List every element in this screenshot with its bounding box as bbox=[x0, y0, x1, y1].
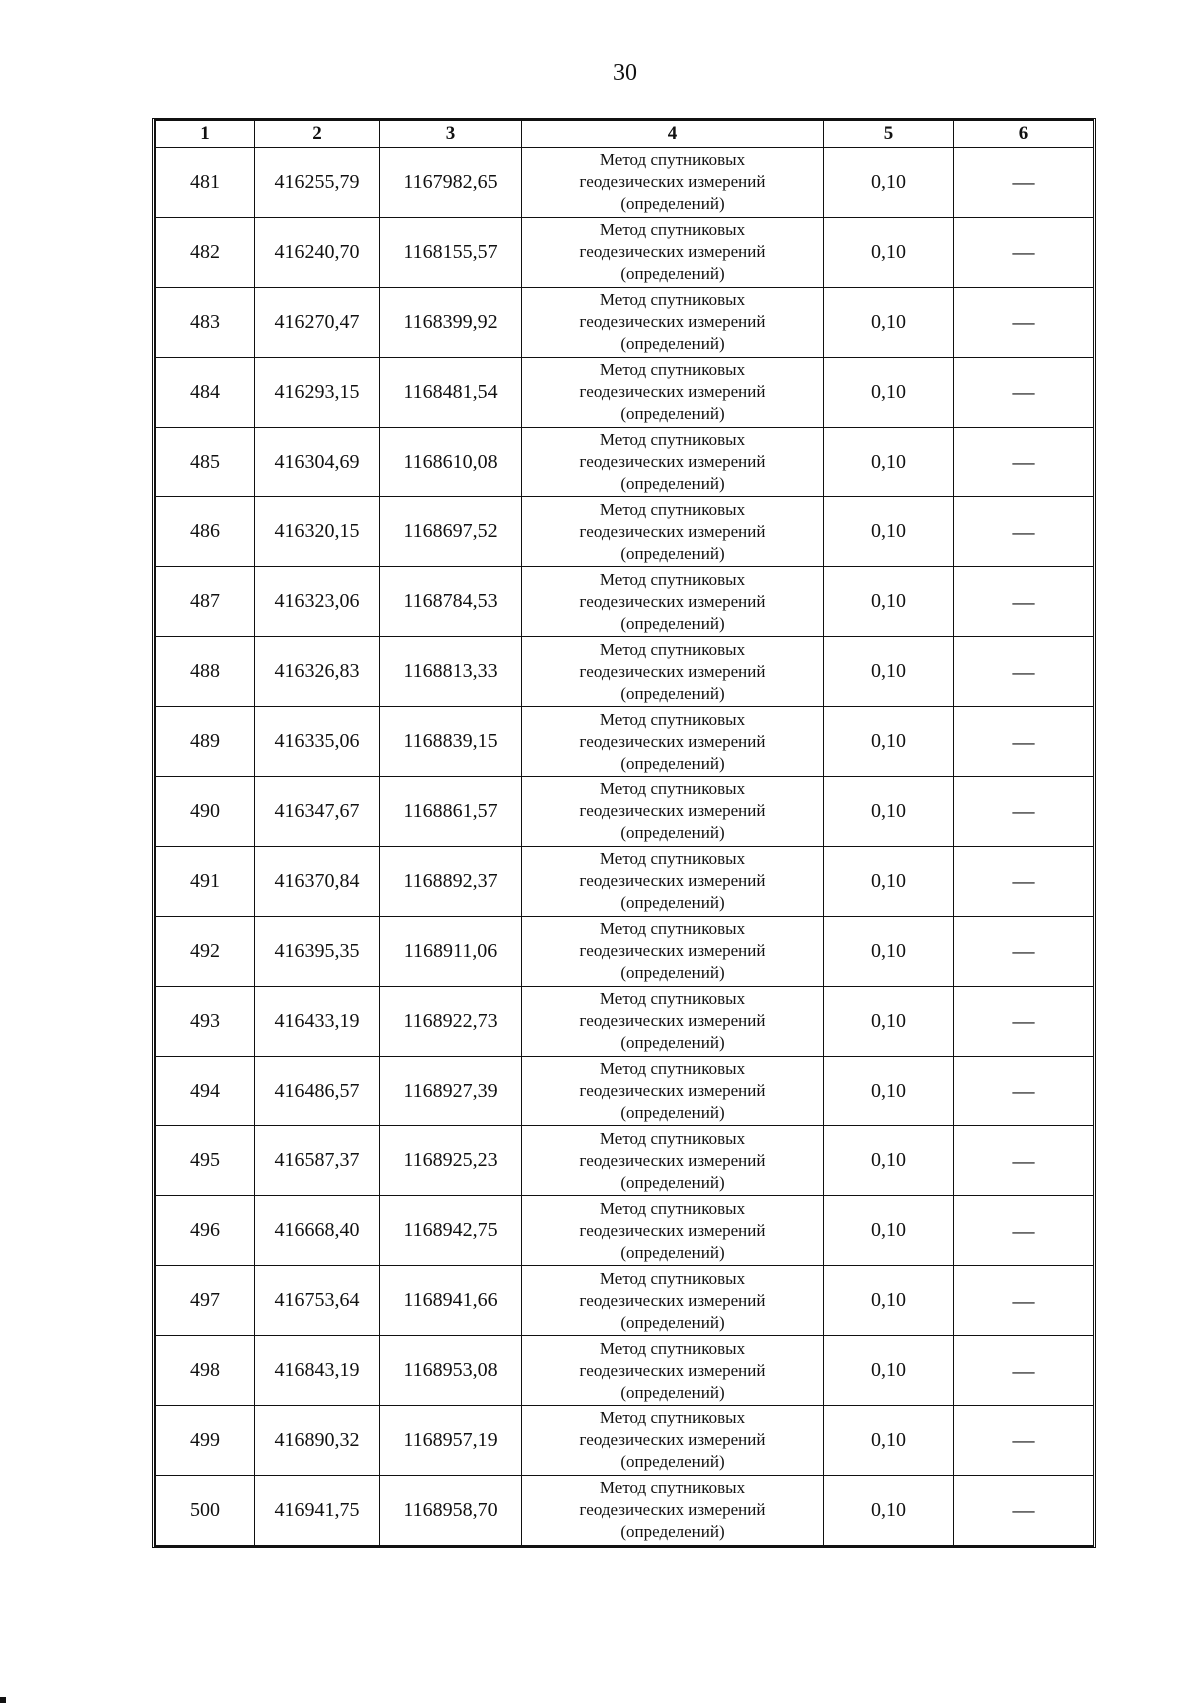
x-coordinate-cell: 416255,79 bbox=[255, 148, 380, 218]
method-line: (определений) bbox=[620, 683, 725, 703]
method-line: геодезических измерений bbox=[579, 1081, 766, 1101]
precision-cell: 0,10 bbox=[824, 357, 954, 427]
precision-cell: 0,10 bbox=[824, 986, 954, 1056]
y-coordinate-cell: 1168958,70 bbox=[380, 1475, 522, 1545]
method-line: геодезических измерений bbox=[579, 1011, 766, 1031]
table-row bbox=[156, 777, 1094, 847]
table-row bbox=[156, 287, 1094, 357]
y-coordinate-cell: 1168399,92 bbox=[380, 287, 522, 357]
point-number-cell: 489 bbox=[156, 707, 255, 777]
table-row bbox=[156, 1056, 1094, 1126]
x-coordinate-cell: 416433,19 bbox=[255, 986, 380, 1056]
method-line: (определений) bbox=[620, 543, 725, 563]
method-line: (определений) bbox=[620, 194, 725, 214]
table-row bbox=[156, 637, 1094, 707]
point-number-cell: 485 bbox=[156, 427, 255, 497]
coordinates-table bbox=[155, 120, 1094, 1546]
method-line: геодезических измерений bbox=[579, 591, 766, 611]
x-coordinate-cell: 416304,69 bbox=[255, 427, 380, 497]
x-coordinate-cell: 416323,06 bbox=[255, 567, 380, 637]
note-cell: — bbox=[954, 1126, 1094, 1196]
point-number-cell: 486 bbox=[156, 497, 255, 567]
note-cell: — bbox=[954, 1056, 1094, 1126]
table-body bbox=[156, 148, 1094, 1546]
method-line: Метод спутниковых bbox=[599, 150, 746, 170]
table-row bbox=[156, 217, 1094, 287]
method-cell bbox=[522, 1126, 824, 1196]
precision-cell: 0,10 bbox=[824, 1336, 954, 1406]
precision-cell: 0,10 bbox=[824, 1406, 954, 1476]
note-cell: — bbox=[954, 1266, 1094, 1336]
method-cell bbox=[522, 357, 824, 427]
note-cell: — bbox=[954, 567, 1094, 637]
precision-cell: 0,10 bbox=[824, 148, 954, 218]
y-coordinate-cell: 1168697,52 bbox=[380, 497, 522, 567]
point-number-cell: 499 bbox=[156, 1406, 255, 1476]
y-coordinate-cell: 1168892,37 bbox=[380, 846, 522, 916]
method-line: геодезических измерений bbox=[579, 1500, 766, 1520]
method-line: геодезических измерений bbox=[579, 1360, 766, 1380]
x-coordinate-cell: 416486,57 bbox=[255, 1056, 380, 1126]
note-cell: — bbox=[954, 1475, 1094, 1545]
point-number-cell: 491 bbox=[156, 846, 255, 916]
x-coordinate-cell: 416843,19 bbox=[255, 1336, 380, 1406]
y-coordinate-cell: 1168922,73 bbox=[380, 986, 522, 1056]
method-line: Метод спутниковых bbox=[599, 499, 746, 519]
method-line: геодезических измерений bbox=[579, 312, 766, 332]
table-row bbox=[156, 1196, 1094, 1266]
method-cell bbox=[522, 1336, 824, 1406]
y-coordinate-cell: 1168942,75 bbox=[380, 1196, 522, 1266]
column-header: 6 bbox=[954, 121, 1094, 148]
method-line: Метод спутниковых bbox=[599, 1478, 746, 1498]
table-row bbox=[156, 1406, 1094, 1476]
method-line: (определений) bbox=[620, 1312, 725, 1332]
method-cell bbox=[522, 1056, 824, 1126]
method-line: (определений) bbox=[620, 893, 725, 913]
method-line: геодезических измерений bbox=[579, 801, 766, 821]
method-line: (определений) bbox=[620, 1172, 725, 1192]
y-coordinate-cell: 1168957,19 bbox=[380, 1406, 522, 1476]
method-line: геодезических измерений bbox=[579, 1150, 766, 1170]
method-line: геодезических измерений bbox=[579, 941, 766, 961]
method-cell bbox=[522, 1196, 824, 1266]
coordinates-table-frame bbox=[152, 118, 1096, 1548]
x-coordinate-cell: 416668,40 bbox=[255, 1196, 380, 1266]
y-coordinate-cell: 1168861,57 bbox=[380, 777, 522, 847]
y-coordinate-cell: 1168610,08 bbox=[380, 427, 522, 497]
note-cell: — bbox=[954, 357, 1094, 427]
table-row bbox=[156, 986, 1094, 1056]
y-coordinate-cell: 1168911,06 bbox=[380, 916, 522, 986]
method-line: Метод спутниковых bbox=[599, 1338, 746, 1358]
x-coordinate-cell: 416293,15 bbox=[255, 357, 380, 427]
table-row bbox=[156, 1266, 1094, 1336]
note-cell: — bbox=[954, 986, 1094, 1056]
method-line: геодезических измерений bbox=[579, 242, 766, 262]
precision-cell: 0,10 bbox=[824, 777, 954, 847]
point-number-cell: 482 bbox=[156, 217, 255, 287]
table-header-row bbox=[156, 121, 1094, 148]
method-line: Метод спутниковых bbox=[599, 1198, 746, 1218]
table-row bbox=[156, 1126, 1094, 1196]
x-coordinate-cell: 416941,75 bbox=[255, 1475, 380, 1545]
y-coordinate-cell: 1168941,66 bbox=[380, 1266, 522, 1336]
table-row bbox=[156, 707, 1094, 777]
point-number-cell: 488 bbox=[156, 637, 255, 707]
y-coordinate-cell: 1167982,65 bbox=[380, 148, 522, 218]
precision-cell: 0,10 bbox=[824, 637, 954, 707]
x-coordinate-cell: 416370,84 bbox=[255, 846, 380, 916]
point-number-cell: 496 bbox=[156, 1196, 255, 1266]
method-line: Метод спутниковых bbox=[599, 989, 746, 1009]
note-cell: — bbox=[954, 287, 1094, 357]
method-line: Метод спутниковых bbox=[599, 430, 746, 449]
method-line: (определений) bbox=[620, 1242, 725, 1262]
table-row bbox=[156, 1336, 1094, 1406]
method-line: геодезических измерений bbox=[579, 871, 766, 891]
precision-cell: 0,10 bbox=[824, 846, 954, 916]
column-header: 3 bbox=[380, 121, 522, 148]
x-coordinate-cell: 416890,32 bbox=[255, 1406, 380, 1476]
table-row bbox=[156, 846, 1094, 916]
method-cell bbox=[522, 916, 824, 986]
point-number-cell: 494 bbox=[156, 1056, 255, 1126]
point-number-cell: 495 bbox=[156, 1126, 255, 1196]
page-number: 30 bbox=[613, 60, 637, 86]
precision-cell: 0,10 bbox=[824, 1126, 954, 1196]
precision-cell: 0,10 bbox=[824, 1196, 954, 1266]
method-line: геодезических измерений bbox=[579, 172, 766, 192]
method-line: Метод спутниковых bbox=[599, 849, 746, 869]
point-number-cell: 493 bbox=[156, 986, 255, 1056]
method-cell bbox=[522, 986, 824, 1056]
method-line: Метод спутниковых bbox=[599, 569, 746, 589]
precision-cell: 0,10 bbox=[824, 1475, 954, 1545]
method-line: (определений) bbox=[620, 474, 725, 493]
point-number-cell: 497 bbox=[156, 1266, 255, 1336]
method-line: (определений) bbox=[620, 1033, 725, 1053]
note-cell: — bbox=[954, 777, 1094, 847]
note-cell: — bbox=[954, 707, 1094, 777]
y-coordinate-cell: 1168953,08 bbox=[380, 1336, 522, 1406]
table-row bbox=[156, 357, 1094, 427]
x-coordinate-cell: 416347,67 bbox=[255, 777, 380, 847]
column-header: 5 bbox=[824, 121, 954, 148]
point-number-cell: 484 bbox=[156, 357, 255, 427]
x-coordinate-cell: 416270,47 bbox=[255, 287, 380, 357]
note-cell: — bbox=[954, 1336, 1094, 1406]
point-number-cell: 490 bbox=[156, 777, 255, 847]
method-line: Метод спутниковых bbox=[599, 1128, 746, 1148]
method-cell bbox=[522, 427, 824, 497]
y-coordinate-cell: 1168813,33 bbox=[380, 637, 522, 707]
method-line: геодезических измерений bbox=[579, 382, 766, 402]
scan-corner-mark bbox=[0, 1697, 6, 1703]
method-line: Метод спутниковых bbox=[599, 709, 746, 729]
note-cell: — bbox=[954, 497, 1094, 567]
precision-cell: 0,10 bbox=[824, 567, 954, 637]
table-row bbox=[156, 497, 1094, 567]
method-cell bbox=[522, 1406, 824, 1476]
x-coordinate-cell: 416320,15 bbox=[255, 497, 380, 567]
method-cell bbox=[522, 567, 824, 637]
method-line: Метод спутниковых bbox=[599, 360, 746, 380]
note-cell: — bbox=[954, 217, 1094, 287]
x-coordinate-cell: 416753,64 bbox=[255, 1266, 380, 1336]
precision-cell: 0,10 bbox=[824, 497, 954, 567]
note-cell: — bbox=[954, 1406, 1094, 1476]
precision-cell: 0,10 bbox=[824, 1056, 954, 1126]
method-line: (определений) bbox=[620, 334, 725, 354]
table-row bbox=[156, 567, 1094, 637]
method-line: (определений) bbox=[620, 1103, 725, 1123]
method-cell bbox=[522, 1266, 824, 1336]
point-number-cell: 498 bbox=[156, 1336, 255, 1406]
method-line: геодезических измерений bbox=[579, 521, 766, 541]
method-line: геодезических измерений bbox=[579, 661, 766, 681]
precision-cell: 0,10 bbox=[824, 217, 954, 287]
method-cell bbox=[522, 846, 824, 916]
precision-cell: 0,10 bbox=[824, 1266, 954, 1336]
method-cell bbox=[522, 707, 824, 777]
point-number-cell: 483 bbox=[156, 287, 255, 357]
y-coordinate-cell: 1168839,15 bbox=[380, 707, 522, 777]
note-cell: — bbox=[954, 916, 1094, 986]
method-line: Метод спутниковых bbox=[599, 1059, 746, 1079]
y-coordinate-cell: 1168784,53 bbox=[380, 567, 522, 637]
precision-cell: 0,10 bbox=[824, 287, 954, 357]
method-line: Метод спутниковых bbox=[599, 639, 746, 659]
method-line: (определений) bbox=[620, 823, 725, 843]
column-header: 1 bbox=[156, 121, 255, 148]
point-number-cell: 487 bbox=[156, 567, 255, 637]
point-number-cell: 481 bbox=[156, 148, 255, 218]
method-line: (определений) bbox=[620, 1382, 725, 1402]
method-line: геодезических измерений bbox=[579, 731, 766, 751]
x-coordinate-cell: 416335,06 bbox=[255, 707, 380, 777]
note-cell: — bbox=[954, 1196, 1094, 1266]
method-cell bbox=[522, 497, 824, 567]
y-coordinate-cell: 1168925,23 bbox=[380, 1126, 522, 1196]
method-line: Метод спутниковых bbox=[599, 919, 746, 939]
method-line: (определений) bbox=[620, 1522, 725, 1542]
method-line: Метод спутниковых bbox=[599, 1268, 746, 1288]
y-coordinate-cell: 1168927,39 bbox=[380, 1056, 522, 1126]
y-coordinate-cell: 1168155,57 bbox=[380, 217, 522, 287]
method-line: Метод спутниковых bbox=[599, 290, 746, 310]
point-number-cell: 492 bbox=[156, 916, 255, 986]
x-coordinate-cell: 416240,70 bbox=[255, 217, 380, 287]
method-cell bbox=[522, 1475, 824, 1545]
x-coordinate-cell: 416587,37 bbox=[255, 1126, 380, 1196]
method-line: геодезических измерений bbox=[579, 1430, 766, 1450]
method-line: (определений) bbox=[620, 264, 725, 284]
table-row bbox=[156, 916, 1094, 986]
method-line: Метод спутниковых bbox=[599, 779, 746, 799]
method-line: (определений) bbox=[620, 753, 725, 773]
method-line: геодезических измерений bbox=[579, 1220, 766, 1240]
note-cell: — bbox=[954, 637, 1094, 707]
method-line: Метод спутниковых bbox=[599, 220, 746, 240]
table-row bbox=[156, 1475, 1094, 1545]
method-line: Метод спутниковых bbox=[599, 1408, 746, 1428]
note-cell: — bbox=[954, 846, 1094, 916]
precision-cell: 0,10 bbox=[824, 427, 954, 497]
x-coordinate-cell: 416395,35 bbox=[255, 916, 380, 986]
table-row bbox=[156, 427, 1094, 497]
method-cell bbox=[522, 637, 824, 707]
column-header: 2 bbox=[255, 121, 380, 148]
method-cell bbox=[522, 287, 824, 357]
method-line: (определений) bbox=[620, 963, 725, 983]
method-line: геодезических измерений bbox=[579, 452, 766, 471]
table-row bbox=[156, 148, 1094, 218]
x-coordinate-cell: 416326,83 bbox=[255, 637, 380, 707]
column-header: 4 bbox=[522, 121, 824, 148]
note-cell: — bbox=[954, 427, 1094, 497]
y-coordinate-cell: 1168481,54 bbox=[380, 357, 522, 427]
method-line: (определений) bbox=[620, 613, 725, 633]
method-cell bbox=[522, 217, 824, 287]
method-line: геодезических измерений bbox=[579, 1290, 766, 1310]
method-line: (определений) bbox=[620, 404, 725, 424]
precision-cell: 0,10 bbox=[824, 916, 954, 986]
point-number-cell: 500 bbox=[156, 1475, 255, 1545]
method-cell bbox=[522, 777, 824, 847]
method-cell bbox=[522, 148, 824, 218]
note-cell: — bbox=[954, 148, 1094, 218]
precision-cell: 0,10 bbox=[824, 707, 954, 777]
method-line: (определений) bbox=[620, 1452, 725, 1472]
